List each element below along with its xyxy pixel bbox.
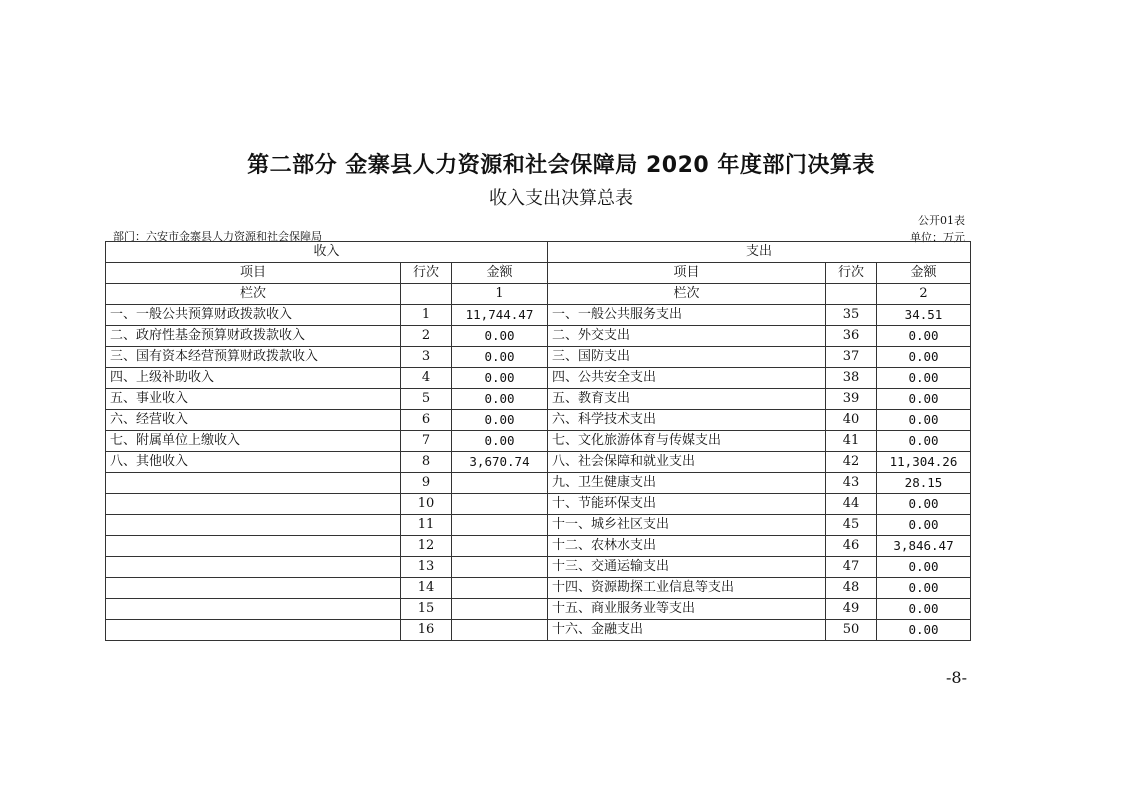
form-number: 公开01表 (918, 214, 965, 227)
expense-amount: 0.00 (877, 494, 971, 515)
income-item: 一、一般公共预算财政拨款收入 (106, 305, 401, 326)
income-amount (452, 536, 548, 557)
income-row-number: 3 (401, 347, 452, 368)
expense-item: 十四、资源勘探工业信息等支出 (548, 578, 826, 599)
expense-item: 七、文化旅游体育与传媒支出 (548, 431, 826, 452)
income-amount: 0.00 (452, 326, 548, 347)
expense-item: 三、国防支出 (548, 347, 826, 368)
income-item-header: 项目 (106, 263, 401, 284)
expense-item: 四、公共安全支出 (548, 368, 826, 389)
table-row (106, 305, 971, 326)
table-row (106, 515, 971, 536)
table-row (106, 599, 971, 620)
expense-row-number: 47 (826, 557, 877, 578)
expense-row-number: 46 (826, 536, 877, 557)
expense-row-number: 37 (826, 347, 877, 368)
expense-item: 十、节能环保支出 (548, 494, 826, 515)
expense-item: 十六、金融支出 (548, 620, 826, 641)
expense-item: 十二、农林水支出 (548, 536, 826, 557)
income-amount: 0.00 (452, 368, 548, 389)
expense-amount: 3,846.47 (877, 536, 971, 557)
expense-row-number: 50 (826, 620, 877, 641)
income-row-number: 2 (401, 326, 452, 347)
expense-row-number: 45 (826, 515, 877, 536)
table-subtitle: 收入支出决算总表 (489, 188, 633, 209)
expense-header: 支出 (548, 242, 971, 263)
expense-row-number: 40 (826, 410, 877, 431)
table-row (106, 494, 971, 515)
income-amount-header: 金额 (452, 263, 548, 284)
income-row-number: 1 (401, 305, 452, 326)
income-item: 八、其他收入 (106, 452, 401, 473)
table-row (106, 473, 971, 494)
expense-item: 六、科学技术支出 (548, 410, 826, 431)
expense-amount: 0.00 (877, 368, 971, 389)
income-item: 五、事业收入 (106, 389, 401, 410)
income-amount (452, 557, 548, 578)
income-amount: 0.00 (452, 431, 548, 452)
income-amount (452, 473, 548, 494)
table-row (106, 368, 971, 389)
expense-row-number: 41 (826, 431, 877, 452)
expense-row-number: 35 (826, 305, 877, 326)
income-item (106, 557, 401, 578)
income-row-number: 6 (401, 410, 452, 431)
income-amount (452, 515, 548, 536)
expense-item-header: 项目 (548, 263, 826, 284)
expense-row-number: 36 (826, 326, 877, 347)
income-amount (452, 620, 548, 641)
unit-label: 单位：万元 (910, 231, 965, 244)
expense-amount: 28.15 (877, 473, 971, 494)
table-row (106, 347, 971, 368)
income-rowno-header: 行次 (401, 263, 452, 284)
expense-column-label: 栏次 (548, 284, 826, 305)
income-amount: 0.00 (452, 410, 548, 431)
expense-row-number: 44 (826, 494, 877, 515)
expense-item: 五、教育支出 (548, 389, 826, 410)
income-row-number: 10 (401, 494, 452, 515)
table-row (106, 431, 971, 452)
income-item: 二、政府性基金预算财政拨款收入 (106, 326, 401, 347)
income-item: 七、附属单位上缴收入 (106, 431, 401, 452)
income-amount: 0.00 (452, 347, 548, 368)
income-row-number: 9 (401, 473, 452, 494)
expense-amount: 0.00 (877, 410, 971, 431)
column-header-row (106, 263, 971, 284)
income-item (106, 620, 401, 641)
expense-row-number: 39 (826, 389, 877, 410)
expense-item: 十五、商业服务业等支出 (548, 599, 826, 620)
table-row (106, 410, 971, 431)
income-row-number: 11 (401, 515, 452, 536)
income-item (106, 536, 401, 557)
table-row (106, 389, 971, 410)
budget-summary-table (105, 241, 971, 641)
income-amount (452, 578, 548, 599)
expense-row-number: 43 (826, 473, 877, 494)
table-row (106, 620, 971, 641)
income-row-number: 13 (401, 557, 452, 578)
expense-amount: 0.00 (877, 620, 971, 641)
page-title: 第二部分 金寨县人力资源和社会保障局 2020 年度部门决算表 (247, 153, 875, 178)
income-column-label: 栏次 (106, 284, 401, 305)
expense-item: 一、一般公共服务支出 (548, 305, 826, 326)
income-column-index: 1 (452, 284, 548, 305)
income-item: 三、国有资本经营预算财政拨款收入 (106, 347, 401, 368)
expense-amount: 0.00 (877, 431, 971, 452)
expense-rowno-header: 行次 (826, 263, 877, 284)
income-item (106, 578, 401, 599)
expense-item: 十三、交通运输支出 (548, 557, 826, 578)
expense-item: 九、卫生健康支出 (548, 473, 826, 494)
income-amount: 0.00 (452, 389, 548, 410)
expense-amount: 0.00 (877, 515, 971, 536)
expense-amount: 11,304.26 (877, 452, 971, 473)
income-row-number: 12 (401, 536, 452, 557)
income-amount: 3,670.74 (452, 452, 548, 473)
expense-row-number: 49 (826, 599, 877, 620)
expense-amount: 0.00 (877, 599, 971, 620)
department-label: 部门：六安市金寨县人力资源和社会保障局 (113, 230, 322, 243)
income-row-number: 5 (401, 389, 452, 410)
expense-row-number: 38 (826, 368, 877, 389)
income-row-number: 15 (401, 599, 452, 620)
expense-item: 二、外交支出 (548, 326, 826, 347)
expense-row-number: 42 (826, 452, 877, 473)
income-item (106, 599, 401, 620)
table-row (106, 578, 971, 599)
income-item: 六、经营收入 (106, 410, 401, 431)
income-item: 四、上级补助收入 (106, 368, 401, 389)
income-item (106, 515, 401, 536)
expense-amount: 0.00 (877, 557, 971, 578)
expense-item: 十一、城乡社区支出 (548, 515, 826, 536)
table-row (106, 557, 971, 578)
expense-amount: 0.00 (877, 389, 971, 410)
income-row-number: 7 (401, 431, 452, 452)
section-header-row (106, 242, 971, 263)
expense-amount: 0.00 (877, 347, 971, 368)
table-row (106, 326, 971, 347)
table-row (106, 536, 971, 557)
page-number: -8- (946, 668, 967, 687)
table-row (106, 452, 971, 473)
empty-cell (401, 284, 452, 305)
income-row-number: 16 (401, 620, 452, 641)
income-amount (452, 494, 548, 515)
expense-amount: 34.51 (877, 305, 971, 326)
expense-amount: 0.00 (877, 578, 971, 599)
expense-column-index: 2 (877, 284, 971, 305)
income-row-number: 14 (401, 578, 452, 599)
expense-amount: 0.00 (877, 326, 971, 347)
income-item (106, 494, 401, 515)
expense-item: 八、社会保障和就业支出 (548, 452, 826, 473)
income-row-number: 4 (401, 368, 452, 389)
empty-cell (826, 284, 877, 305)
income-item (106, 473, 401, 494)
expense-row-number: 48 (826, 578, 877, 599)
income-amount (452, 599, 548, 620)
income-row-number: 8 (401, 452, 452, 473)
expense-amount-header: 金额 (877, 263, 971, 284)
income-header: 收入 (106, 242, 548, 263)
column-index-row (106, 284, 971, 305)
income-amount: 11,744.47 (452, 305, 548, 326)
